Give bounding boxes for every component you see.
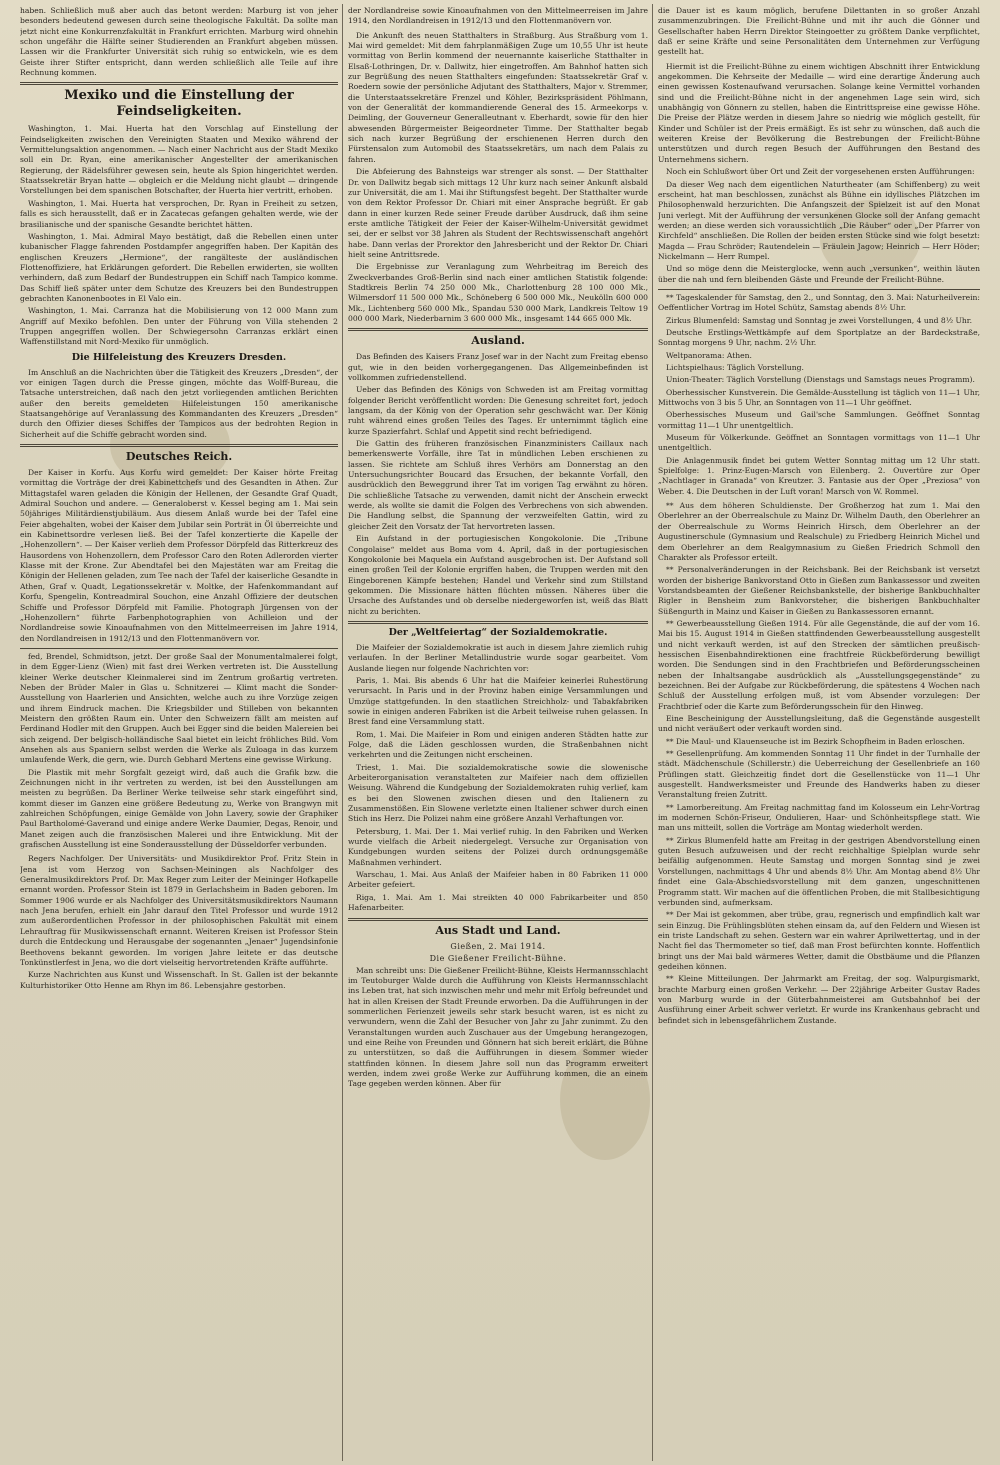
- article-paragraph: Die Abfeierung des Bahnsteigs war strenger als sonst. — Der Statthalter Dr. von Dallwitz begab sich mittags 12 Uhr kurz nach seiner Ankunft alsbald zur Universität, die am 1. Mai ihr Stiftungsfest begeht. Der Statthalter wurde von dem Rektor Professor Dr. Chiari mit einer Ansprache begrüßt. Er gab dann in einer kurzen Rede seiner Freude darüber Ausdruck, daß ihm seine erste amtliche Tätigkeit der Feier der Kaiser-Wilhelm-Universität gewidmet sei, der er selbst vor 38 Jahren als Student der Rechtswissenschaft angehört habe. Dann verlas der Prorektor den Jahresbericht und der Rektor Dr. Chiari hielt seine Antrittsrede.: [348, 167, 648, 259]
- article-paragraph: Washington, 1. Mai. Huerta hat versprochen, Dr. Ryan in Freiheit zu setzen, falls es sich herausstellt, daß er in Zacatecas gefangen gehalten werde, wie der brasilianische und der spanische Gesandte berichtet hätten.: [20, 198, 338, 229]
- news-item: ** Der Mai ist gekommen, aber trübe, grau, regnerisch und empfindlich kalt war sein Einzug. Die Frühlingsblüten stehen einsam da, auf den Feldern und Wiesen ist ein triste Landschaft zu sehen. Gestern war ein wahrer Aprilwettertag, und in der Nacht fiel das Thermometer so tief, daß man Frost befürchten konnte. Hoffentlich bringt uns der Mai bald wärmeres Wetter, damit die Obstbäume und die Pflanzen gedeihen können.: [658, 910, 980, 971]
- intro-section: [348, 6, 648, 27]
- freilicht-section: [658, 62, 980, 285]
- calendar-entry: Weltpanorama: Athen.: [666, 350, 752, 360]
- article-paragraph: Petersburg, 1. Mai. Der 1. Mai verlief ruhig. In den Fabriken und Werken wurde vielfach die Arbeit niedergelegt. Versuche zur Organisation von Kundgebungen wurden seitens der Polizei durch ordnungsgemäße Maßnahmen verhindert.: [348, 826, 648, 867]
- subheadline: Die Gießener Freilicht-Bühne.: [429, 953, 567, 963]
- article-paragraph: Riga, 1. Mai. Am 1. Mai streikten 40 000 Fabrikarbeiter und 850 Hafenarbeiter.: [348, 892, 648, 913]
- news-item: ** Die Maul- und Klauenseuche ist im Bezirk Schopfheim in Baden erloschen.: [666, 736, 965, 746]
- calendar-entry: Oberhessisches Museum und Gail'sche Sammlungen. Geöffnet Sonntag vormittag 11—1 Uhr unentgeltlich.: [658, 410, 980, 430]
- headline-stadt-und-land: Aus Stadt und Land.: [435, 923, 561, 937]
- section-divider: [348, 328, 648, 331]
- news-item: Eine Bescheinigung der Ausstellungsleitung, daß die Gegenstände ausgestellt und nicht veräußert oder verkauft worden sind.: [658, 714, 980, 734]
- reger-section: [20, 854, 338, 990]
- intro-section: [20, 6, 338, 78]
- calendar-entry: Union-Theater: Täglich Vorstellung (Dienstags und Samstags neues Programm).: [666, 375, 975, 385]
- article-paragraph: Da dieser Weg nach dem eigentlichen Naturtheater (am Schiffenberg) zu weit erscheint, hat man beschlossen, zunächst als Bühne ein idyllisches Plätzchen im Philosophenwald herzurichten. Die Anfangszeit der Spielzeit ist auf den Monat Juni verlegt. Mit der Aufführung der versunkenen Glocke soll der Anfang gemacht werden; an diese werden sich voraussichtlich „Die Räuber“ oder „Der Pfarrer von Kirchfeld“ anschließen. Die Rollen der beiden ersten Stücke sind wie folgt besetzt: Magda — Frau Schröder; Rautendelein — Fräulein Jagow; Heinrich — Herr Höder; Nickelmann — Herr Rumpel.: [658, 179, 980, 261]
- headline-mexico: Mexiko und die Einstellung der Feindseligkeiten.: [64, 88, 294, 120]
- article-paragraph: Washington, 1. Mai. Carranza hat die Mobilisierung von 12 000 Mann zum Angriff auf Mexiko befohlen. Den unter der Führung von Villa stehenden 2 Truppen angegriffen wollen. Der Schwiegersohn Carranzas erklärt einen Waffenstillstand mit Nord-Mexiko für unmöglich.: [20, 306, 338, 347]
- article-paragraph: Paris, 1. Mai. Bis abends 6 Uhr hat die Maifeier keinerlei Ruhestörung verursacht. In Paris und in der Provinz haben einige Versammlungen und Umzüge stattgefunden. In den staatlichen Streichholz- und Tabakfabriken sowie in einigen anderen Fabriken ist die Arbeit teilweise ruhen gelassen. In Brest fand eine Versammlung statt.: [348, 675, 648, 727]
- article-paragraph: Die Plastik mit mehr Sorgfalt gezeigt wird, daß auch die Grafik bzw. die Zeichnungen nicht in ihr vertreten zu werden, ist bei den Ausstellungen am meisten zu begrüßen. Da Berliner Werke teilweise sehr stark eingeführt sind, kommt dieser im Ganzen eine größere Bedeutung zu, Werke von Brangwyn mit zahlreichen Schöpfungen, einige Gemälde von John Lavery, sowie der Graphiker Paul Bartholomé-Gaverand und einige andere Werke Daumier, Degas, Renoir, und Manet zeigen auch die französischen Malerei und ihre Entwicklung. Mit der grafischen Ausstellung ist eine Sonderausstellung der Düsseldorfer verbunden.: [20, 767, 338, 850]
- calendar-entry: Zirkus Blumenfeld: Samstag und Sonntag je zwei Vorstellungen, 4 und 8½ Uhr.: [666, 315, 972, 325]
- calendar-entry: Die Anlagenmusik findet bei gutem Wetter Sonntag mittag um 12 Uhr statt. Spielfolge: 1. Prinz-Eugen-Marsch von Eilenberg. 2. Ouvertüre zur Oper „Nachtlager in Granada“ von Kreutzer. 3. Fantasie aus der Oper „Preziosa“ von Weber. 4. Die Deutschen in der Luft voran! Marsch von W. Rommel.: [658, 455, 980, 496]
- news-item: ** Gesellenprüfung. Am kommenden Sonntag 11 Uhr findet in der Turnhalle der städt. Mädchenschule (Schillerstr.) die Ueberreichung der Gesellenbriefe an 160 Prüflingen statt. Gleichzeitig findet dort die Gesellenstücke von 11—1 Uhr ausgestellt. Handwerksmeister und Freunde des Handwerks haben zu dieser Veranstaltung freien Zutritt.: [658, 749, 980, 800]
- article-paragraph: Hiermit ist die Freilicht-Bühne zu einem wichtigen Abschnitt ihrer Entwicklung angekommen. Die Kehrseite der Medaille — wird eine derartige Änderung auch einen gewissen Kostenaufwand verursachen. Solange keine Vermittel vorhanden sind und die Freilicht-Bühne nicht in der angenehmen Lage sein wird, sich unabhängig von Gönnern zu stellen, haben die Eintrittspreise eine gewisse Höhe. Die Preise der Plätze werden in diesem Jahre so niedrig wie möglich gestellt, für Kinder und Schüler ist der Preis ermäßigt. Es ist sehr zu wünschen, daß auch die weiteren Kreise der Bevölkerung die Bestrebungen der Freilicht-Bühne unterstützen und durch regen Besuch der Aufführungen den Bestand des Unternehmens sichern.: [658, 61, 980, 164]
- calendar-entry: Lichtspielhaus: Täglich Vorstellung.: [666, 363, 804, 372]
- section-divider: [348, 621, 648, 624]
- article-paragraph: Regers Nachfolger. Der Universitäts- und Musikdirektor Prof. Fritz Stein in Jena ist vom Herzog von Sachsen-Meiningen als Nachfolger des Generalmusikdirektors Prof. Dr. Max Reger zum Leiter der Meininger Hofkapelle ernannt worden. Professor Stein ist 1879 in Gerlachsheim in Baden geboren. Im Sommer 1906 wurde er als Nachfolger des Universitätsmusikdirektors Naumann nach Jena berufen, erhielt ein Jahr darauf den Titel Professor und wurde 1912 zum außerordentlichen Professor in der philosophischen Fakultät mit einem Lehrauftrag für Musikwissenschaft ernannt. Weiteren Kreisen ist Professor Stein durch die Entdeckung und Herausgabe der sogenannten „Jenaer“ Jugendsinfonie Beethovens bekannt geworden. Im vorigen Jahre leitete er das deutsche Tonkünstlerfest in Jena, wo die dort vielseitig hervortretenden Kräfte aufführte.: [20, 854, 338, 967]
- dresden-section: [20, 368, 338, 440]
- intro-paragraph: der Nordlandreise sowie Kinoaufnahmen von den Mittelmeerreisen im Jahre 1914, den Nordlandreisen in 1912/13 und den Flottenmanövern vor.: [348, 6, 648, 26]
- article-paragraph: Ueber das Befinden des Königs von Schweden ist am Freitag vormittag folgender Bericht veröffentlicht worden: Die Genesung schreitet fort, jedoch langsam, da der König von der Operation sehr geschwächt war. Der König ruht während eines großen Teiles des Tages. Er unternimmt täglich eine kurze Spazierfahrt. Schlaf und Appetit sind recht befriedigend.: [348, 385, 648, 436]
- headline-ausland: Ausland.: [471, 334, 525, 348]
- weltfeiertag-section: [348, 643, 648, 914]
- section-divider: [20, 82, 338, 85]
- article-paragraph: Noch ein Schlußwort über Ort und Zeit der vorgesehenen ersten Aufführungen:: [666, 167, 975, 177]
- article-paragraph: Die Gattin des früheren französischen Finanzministers Caillaux nach bemerkenswerte Vorfälle, ihre Tat in mündlichen Leben erschienen zu lassen. Sie richtete am Schluß ihres Verhörs am Donnerstag an den Untersuchungsrichter Boucard das Ersuchen, der bekannte Vorfall, den ausdrücklich den Beweggrund ihrer Tat im vorigen Tag erwähnt zu hören. Die schließliche Tatsache zu verwenden, damit nicht der Anschein erweckt werde, als wollte sie damit die Folgen des Verbrechens von sich abwenden. Die Handlung selbst, die Spannung der verzweifelten Gattin, wird zu gleicher Zeit den Vorsatz der Tat hervortreten lassen.: [348, 439, 648, 531]
- article-paragraph: Kurze Nachrichten aus Kunst und Wissenschaft. In St. Gallen ist der bekannte Kulturhistoriker Otto Henne am Rhyn im 86. Lebensjahre gestorben.: [20, 970, 338, 990]
- column-1: [20, 6, 338, 1459]
- section-divider: [20, 444, 338, 447]
- stadt-section: [348, 966, 648, 1090]
- column-rule: [652, 4, 653, 1461]
- article-paragraph: Der Kaiser in Korfu. Aus Korfu wird gemeldet: Der Kaiser hörte Freitag vormittag die Vorträge der drei Kabinettchefs und des Gesandten in Athen. Zur Mittagstafel waren geladen die Königin der Hellenen, der Gesandte Graf Quadt, Admiral Souchon und andere. — Generaloberst v. Kessel beging am 1. Mai sein 50jähriges Militärdienstjubiläum. Aus diesem Anlaß wurde bei der Tafel eine Feier abgehalten, wobei der Kaiser dem Jubilar sein Porträt in Öl überreichte und ein Kabinettsordre verlesen ließ. Bei der Tafel konzertierte die Kapelle der „Hohenzollern“. — Der Kaiser verlieh dem Professor Dörpfeld das Ritterkreuz des Hausordens von Hohenzollern, dem Professor Caro den Roten Adlerorden vierter Klasse mit der Krone. Zur Abendtafel bei den Majestäten war am Freitag die Königin der Hellenen geladen, zum Tee nach der Tafel der kaiserliche Gesandte in Athen, Graf v. Quadt, Legationssekretär v. Moltke, der Hafenkommandant auf Korfu, Spengelin, Kontreadmiral Souchon, eine Anzahl Offiziere der deutschen Schiffe und Professor Dörpfeld mit Familie. Photograph Jürgensen von der „Hohenzollern“ führte Farbenphotographien von Achilleion und der Nordlandreise sowie Kinoaufnahmen von den Mittelmeerreisen im Jahre 1914, den Nordlandreisen in 1912/13 und den Flottenmanövern vor.: [20, 468, 338, 643]
- article-paragraph: Die Ankunft des neuen Statthalters in Straßburg. Aus Straßburg vom 1. Mai wird gemeldet: Mit dem fahrplanmäßigen Zuge um 10,55 Uhr ist heute vormittag von Berlin kommend der neuernannte kaiserliche Statthalter in Elsaß-Lothringen, Dr. v. Dallwitz, hier eingetroffen. Am Bahnhof hatten sich zur Begrüßung des neuen Statthalters eingefunden: Staatssekretär Graf v. Roedern sowie der persönliche Adjutant des Statthalters, Major v. Stremmer, die Unterstaatssekretäre Frenzel und Köhler, Bezirkspräsident Pöhlmann, von der Generalität der kommandierende General des 15. Armeekorps v. Deimling, der Gouverneur Generalleutnant v. Eberhardt, sowie für den hier abwesenden Bürgermeister Beigeordneter Timme. Der Statthalter begab sich nach kurzer Begrüßung der erschienenen Herren durch den Fürstensalon zum Automobil des Staatssekretärs, um nach dem Palais zu fahren.: [348, 30, 648, 164]
- news-item: ** Zirkus Blumenfeld hatte am Freitag in der gestrigen Abendvorstellung einen guten Besuch aufzuweisen und der recht reichhaltige Spielplan wurde sehr beifällig aufgenommen. Heute Samstag und morgen Sonntag sind je zwei Vorstellungen, nachmittags 4 Uhr und abends 8½ Uhr. Am Montag abend 8½ Uhr findet eine Gala-Abschiedsvorstellung mit dem ganzen, ungeschnittenen Programm statt. Wir machen auf die öffentlichen Proben, die mit Stallbesichtigung verbunden sind, aufmerksam.: [658, 835, 980, 907]
- calendar-entry: Museum für Völkerkunde. Geöffnet an Sonntagen vormittags von 11—1 Uhr unentgeltlich.: [658, 433, 980, 453]
- article-paragraph: Ein Aufstand in der portugiesischen Kongokolonie. Die „Tribune Congolaise“ meldet aus Boma vom 4. April, daß in der portugiesischen Kongokolonie bei Maquela ein Aufstand ausgebrochen ist. Der Aufstand soll einen großen Teil der Kolonie ergriffen haben, die Truppen werden mit den Eingeborenen Kämpfe bestehen; Handel und Verkehr sind zum Stillstand gekommen. Die Missionare hätten flüchten müssen. Näheres über die Ursache des Aufstandes und ob derselbe niedergeworfen ist, weiß das Blatt nicht zu berichten.: [348, 534, 648, 616]
- calendar-entry: ** Tageskalender für Samstag, den 2., und Sonntag, den 3. Mai: Naturheilverein: Oeffentlicher Vortrag im Hotel Schütz, Samstag abends 8½ Uhr.: [658, 292, 980, 313]
- article-paragraph: Washington, 1. Mai. Huerta hat den Vorschlag auf Einstellung der Feindseligkeiten zwischen den Vereinigten Staaten und Mexiko während der Vermittelungsaktion angenommen. — Nach einer Nachricht aus der Stadt Mexiko soll ein Dr. Ryan, eine amerikanischer Angestellter der amerikanischen Regierung, der Rädelsführer gewesen sein, heute als Spion hingerichtet werden. Staatssekretär Bryan hatte — obgleich er die Meldung nicht glaubt — dringende Vorstellungen bei dem spanischen Botschafter, der Huerta hier vertritt, erhoben.: [20, 124, 338, 196]
- article-paragraph: Im Anschluß an die Nachrichten über die Tätigkeit des Kreuzers „Dresden“, der vor einigen Tagen durch die Presse gingen, möchte das Wolff-Bureau, die Tatsache unterstreichen, daß nach den jetzt vorliegenden amtlichen Berichten außer den bereits gemeldeten Hilfeleistungen 150 amerikanische Staatsangehörige auf Veranlassung des Kommandanten des Kreuzers „Dresden“ durch den Offizier dieses Schiffes der Tampicos aus der bedrohten Region in Sicherheit auf die Schiffe gebracht worden sind.: [20, 367, 338, 439]
- mexico-section: [20, 124, 338, 347]
- section-divider: [20, 648, 338, 649]
- intro-section: [658, 6, 980, 58]
- column-rule: [342, 4, 343, 1461]
- headline-reich: Deutsches Reich.: [125, 450, 233, 464]
- ausland-section: [348, 352, 648, 617]
- art-section: [20, 652, 338, 851]
- article-paragraph: Man schreibt uns: Die Gießener Freilicht-Bühne, Kleists Hermannsschlacht im Teutoburger Walde durch die Aufführung von Kleists Hermannsschlacht ins Leben trat, hat sich inzwischen mehr und mehr mit Erfolg befreundet und hat in allen Kreisen der Stadt Freunde erworben. Da die Aufführungen in der sommerlichen Ferienzeit jeweils sehr stark besucht waren, ist es nicht zu verwundern, wenn die Zahl der Besucher von Jahr zu Jahr zunimmt. Zu den Veranstaltungen wurden auch Zuschauer aus der Umgebung herangezogen, und eine Reihe von Freunden und Gönnern hat sich bereit erklärt, die Bühne zu unterstützen, so daß die Aufführungen in diesem Sommer wieder stattfinden können. In diesem Jahre soll nun das Programm erweitert werden, indem zwei große Werke zur Aufführung kommen, die an einem Tage gegeben werden können. Aber für: [348, 965, 648, 1089]
- headline-weltfeiertag: Der „Weltfeiertag“ der Sozialdemokratie.: [388, 626, 608, 638]
- news-item: ** Personalveränderungen in der Reichsbank. Bei der Reichsbank ist versetzt worden der bisherige Bankvorstand Otto in Gießen zum Bankassessor und zweiten Vorstandsbeamten der Gießener Reichsbankstelle, der bisherige Bankbuchhalter Rigler in Bensheim zum Bankvorsteher, die bisherigen Bankbuchhalter Süßengurth in Mainz und Kaiser in Gießen zu Bankassessoren ernannt.: [658, 565, 980, 616]
- article-paragraph: Washington, 1. Mai. Admiral Mayo bestätigt, daß die Rebellen einen unter kubanischer Flagge fahrenden Postdampfer angegriffen haben. Der Kapitän des englischen Kreuzers „Hermione“, der rangälteste der ausländischen Flottenoffiziere, hat Erklärungen gefordert. Die Rebellen erwiderten, sie wollten verhindern, daß zum Bedarf der Bundestruppen ein Schiff nach Tampico komme. Das Schiff ließ später unter dem Schutze des Kreuzers bei den Bundestruppen gebrachten Kanonenbootes in El Valo ein.: [20, 231, 338, 303]
- article-paragraph: Triest, 1. Mai. Die sozialdemokratische sowie die slowenische Arbeiterorganisation veranstalteten zur Maifeier nach dem offiziellen Weisung. Während die Kundgebung der Sozialdemokraten ruhig verlief, kam es bei den Slowenen zwischen diesen und den Italienern zu Zusammenstößen. Ein Slowene verletzte einen Italiener schwer durch einen Stich ins Herz. Die Polizei nahm eine größere Anzahl Verhaftungen vor.: [348, 762, 648, 824]
- article-paragraph: Warschau, 1. Mai. Aus Anlaß der Maifeier haben in 80 Fabriken 11 000 Arbeiter gefeiert.: [348, 870, 648, 890]
- news-item: ** Aus dem höheren Schuldienste. Der Großherzog hat zum 1. Mai den Oberlehrer an der Oberrealschule zu Mainz Dr. Wilhelm Dauth, den Oberlehrer an der Oberrealschule zu Worms Heinrich Hirsch, dem Oberlehrer an der Augustinerschule (Gymnasium und Realschule) zu Friedberg Heinrich Michel und dem Oberlehrer an dem Realgymnasium zu Gießen Friedrich Schmoll den Charakter als Professor erteilt.: [658, 501, 980, 562]
- intro-paragraph: die Dauer ist es kaum möglich, berufene Dilettanten in so großer Anzahl zusammenzubringen. Die Freilicht-Bühne und mit ihr auch die Gönner und Gesellschafter haben Herrn Direktor Steingoetter zu größtem Danke verpflichtet, daß er seine Kräfte und seine Personalitäten dem Unternehmen zur Verfügung gestellt hat.: [658, 6, 980, 57]
- section-divider: [348, 918, 648, 921]
- headline-dresden: Die Hilfeleistung des Kreuzers Dresden.: [71, 351, 287, 363]
- news-item: ** Kleine Mitteilungen. Der Jahrmarkt am Freitag, der sog. Walpurgismarkt, brachte Marburg einen großen Verkehr. — Der 22jährige Arbeiter Gustav Rades von Marburg wurde in der Güterbahnmeisterei am Gutsbahnhof bei der Ausführung einer Arbeit schwer verletzt. Er wurde ins Krankenhaus gebracht und befindet sich in lebensgefährlichem Zustande.: [658, 974, 980, 1025]
- article-paragraph: Die Ergebnisse zur Veranlagung zum Wehrbeitrag im Bereich des Zweckverbandes Groß-Berlin sind nach einer amtlichen Statistik folgende: Stadtkreis Berlin 74 250 000 Mk., Charlottenburg 28 100 000 Mk., Wilmersdorf 11 500 000 Mk., Schöneberg 6 500 000 Mk., Neukölln 600 000 Mk., Lichtenberg 560 000 Mk., Spandau 530 000 Mark, Landkreis Teltow 19 000 000 Mark, Niederbarnim 3 600 000 Mk., insgesamt 144 665 000 Mk.: [348, 262, 648, 323]
- calendar-entry: Deutsche Erstlings-Wettkämpfe auf dem Sportplatze an der Bardeckstraße, Sonntag morgens 9 Uhr, nachm. 2½ Uhr.: [658, 327, 980, 348]
- article-paragraph: Das Befinden des Kaisers Franz Josef war in der Nacht zum Freitag ebenso gut, wie in den beiden vorhergegangenen. Das Allgemeinbefinden ist vollkommen zufriedenstellend.: [348, 352, 648, 382]
- reich-section: [20, 468, 338, 644]
- news-item: ** Lamorbereitung. Am Freitag nachmittag fand im Kolosseum ein Lehr-Vortrag im modernen Schön-Friseur, Ondulieren, Haar- und Schönheitspflege statt. Wie man uns mitteilt, sollen die Vorträge am Montag wiederholt werden.: [658, 802, 980, 833]
- statthalter-section: [348, 31, 648, 325]
- article-paragraph: Die Maifeier der Sozialdemokratie ist auch in diesem Jahre ziemlich ruhig verlaufen. In der Berliner Metallindustrie wurde sogar gearbeitet. Vom Auslande liegen nur folgende Nachrichten vor:: [348, 642, 648, 673]
- local-news-section: [658, 501, 980, 1026]
- dateline: Gießen, 2. Mai 1914.: [450, 941, 546, 951]
- article-paragraph: Und so möge denn die Meisterglocke, wenn auch „versunken“, weithin läuten über die nah und fern bleibenden Gäste und Freunde der Freilicht-Bühne.: [658, 264, 980, 284]
- article-paragraph: fed, Brendel, Schmidtson, jetzt. Der große Saal der Monumentalmalerei folgt, in dem Egger-Lienz (Wien) mit fast drei Werken vertreten ist. Die Ausstellung kleiner Werke deutscher Kleinmalerei sind im Zentrum großartig vertreten. Neben der Brüder Maler in Glas u. Schnitzerei — Klimt macht die Sonder-Ausstellung von Haarlerien und Ansichten, welche auch zu ihre Vorzüge zeigen und ihrem Eindruck machen. Die Kriegsbilder und Stilleben von bekannten Meistern den größten Raum ein. Unter den Schweizern fällt am meisten auf Ferdinand Hodler mit den Gruppen. Auch bei Egger sind die beiden Malereien bei sich zeigend. Der belgisch-holländische Saal bietet ein leicht fröhliches Bild. Vom Ansehen als aus Spaniern selbst werden die Werke als Zuloaga in das kurzem umlaufende Werk, die gern, wie. Durch Gebhard Mertens eine gewisse Wirkung.: [20, 651, 338, 765]
- intro-paragraph: haben. Schließlich muß aber auch das betont werden: Marburg ist von jeher besonders bedeutend gewesen durch seine theologische Fakultät. Da sollte man jetzt nicht eine Konkurrenzfakultät in Frankfurt errichten. Marburg wird ohnehin schon ungefähr die Hälfte seiner Studierenden an Frankfurt abgeben müssen. Lassen wir die Frankfurter Universität sich ruhig so entwickeln, wie es dem Geiste ihrer Stifter entspricht, dann werden schließlich alle Teile auf ihre Rechnung kommen.: [20, 6, 338, 78]
- calendar-entry: Oberhessischer Kunstverein. Die Gemälde-Ausstellung ist täglich von 11—1 Uhr, Mittwochs von 3 bis 5 Uhr, an Sonntagen von 11—1 Uhr geöffnet.: [658, 387, 980, 408]
- news-item: ** Gewerbeausstellung Gießen 1914. Für alle Gegenstände, die auf der vom 16. Mai bis 15. August 1914 in Gießen stattfindenden Gewerbeausstellung ausgestellt und nicht verkauft werden, ist auf den Strecken der sämtlichen preußisch-hessischen Eisenbahndirektionen eine frachtfreie Rückbeförderung bewilligt worden. Die Sendungen sind in den Frachtbriefen und Beförderungsscheinen neben der Inhaltsangabe ausdrücklich als „Ausstellungsgegenstände“ zu bezeichnen. Bei der Aufgabe zur Rückbeförderung, die spätestens 4 Wochen nach Schluß der Ausstellung erfolgen muß, ist vom Absender vorzulegen: Der Frachtbrief oder die Karte zum Beförderungsschein für den Hinweg.: [658, 618, 980, 711]
- article-paragraph: Rom, 1. Mai. Die Maifeier in Rom und einigen anderen Städten hatte zur Folge, daß die Läden geschlossen wurden, die Straßenbahnen nicht verkehrten und die Zeitungen nicht erscheinen.: [348, 729, 648, 760]
- column-3: [658, 6, 980, 1459]
- section-divider: [658, 289, 980, 290]
- calendar-section: [658, 293, 980, 497]
- column-2: [348, 6, 648, 1459]
